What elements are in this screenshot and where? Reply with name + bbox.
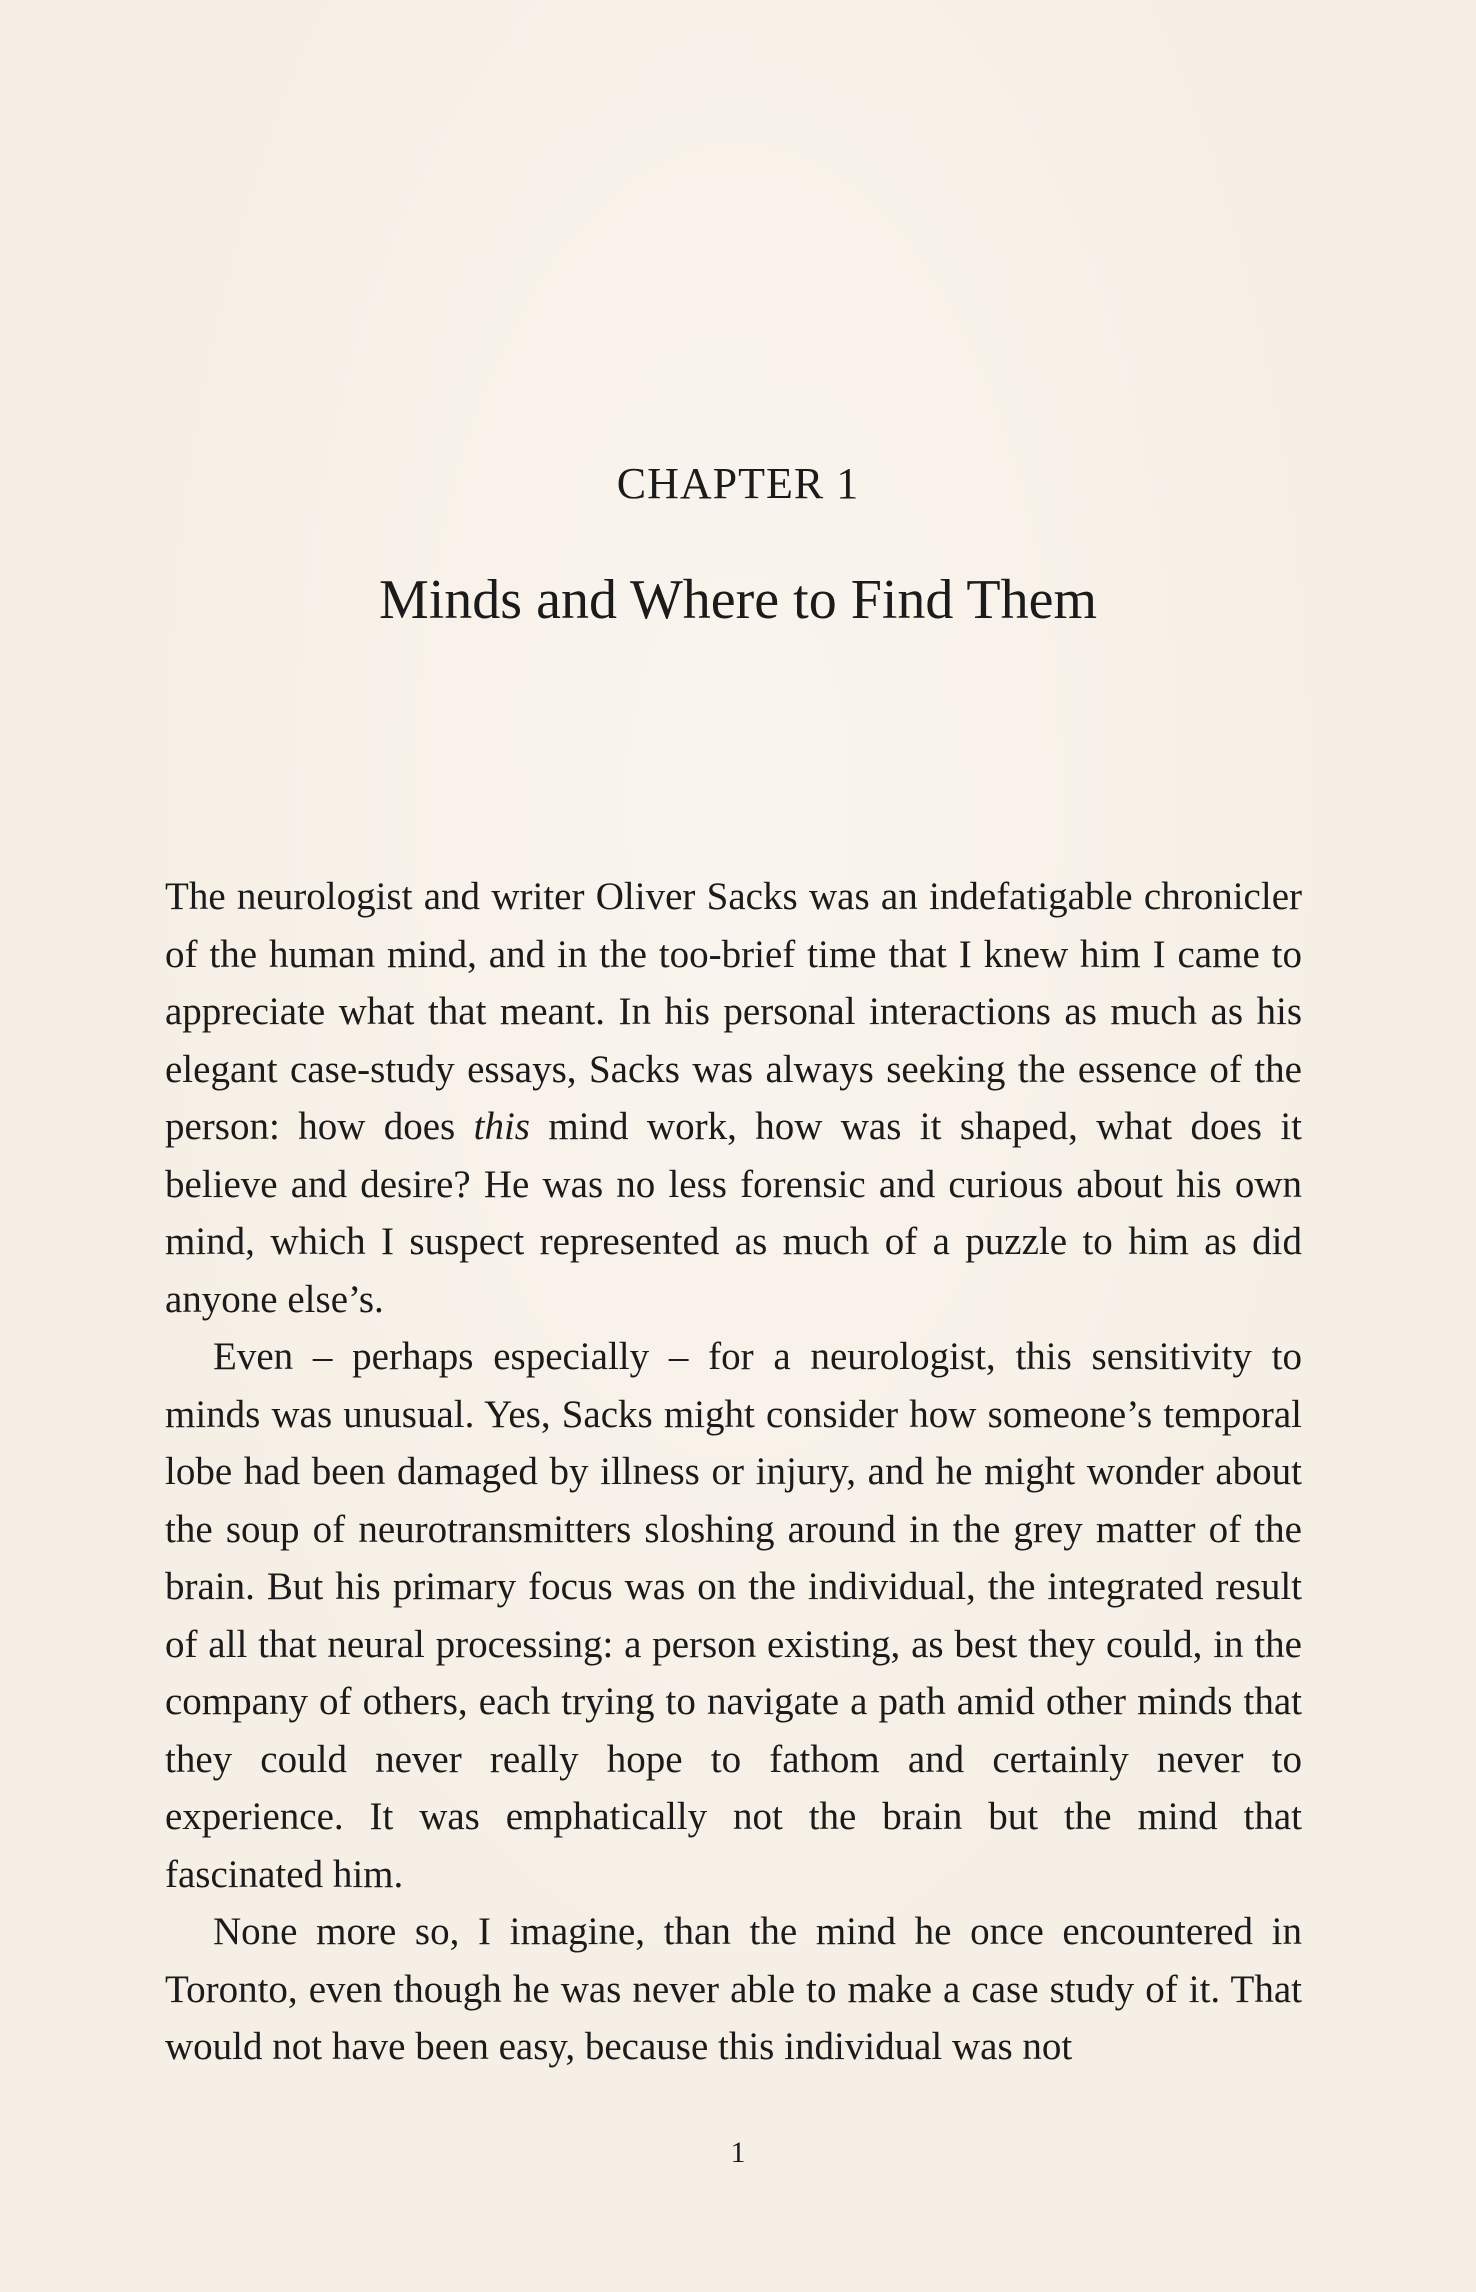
paragraph-1 <box>165 868 1302 1328</box>
paragraph-1-text-before: The neurologist and writer Oliver Sacks was an indefatigable chronicler of the human mind, and in the too-brief time that I knew him I came to appreciate what that meant. In his personal interactions as much as his elegant case-study essays, Sacks was always seeking the essence of the person: how does <box>165 875 1302 1148</box>
paragraph-1-emphasis: this <box>473 1105 530 1148</box>
paragraph-1-text-after: mind work, how was it shaped, what does it believe and desire? He was no less forensic and curious about his own mind, which I suspect represented as much of a puzzle to him as did anyone else’s. <box>165 1105 1303 1321</box>
chapter-label: CHAPTER 1 <box>616 459 860 508</box>
chapter-title: Minds and Where to Find Them <box>378 569 1098 631</box>
paragraph-3: None more so, I imagine, than the mind he once encountered in Toronto, even though he was never able to make a case study of it. That would not have been easy, because this individual was not <box>165 1910 1302 2068</box>
paragraph-2: Even – perhaps especially – for a neurologist, this sensitivity to minds was unusual. Yes, Sacks might consider how someone’s temporal lobe had been damaged by illness or injury, and he might wonder about the soup of neurotransmitters sloshing around in the grey matter of the brain. But his primary focus was on the individual, the integrated result of all that neural processing: a person existing, as best they could, in the company of others, each trying to navigate a path amid other minds that they could never really hope to fathom and certainly never to experience. It was emphatically not the brain but the mind that fascinated him. <box>165 1335 1302 1896</box>
body-text <box>165 868 1302 2076</box>
page-number: 1 <box>730 2136 746 2169</box>
